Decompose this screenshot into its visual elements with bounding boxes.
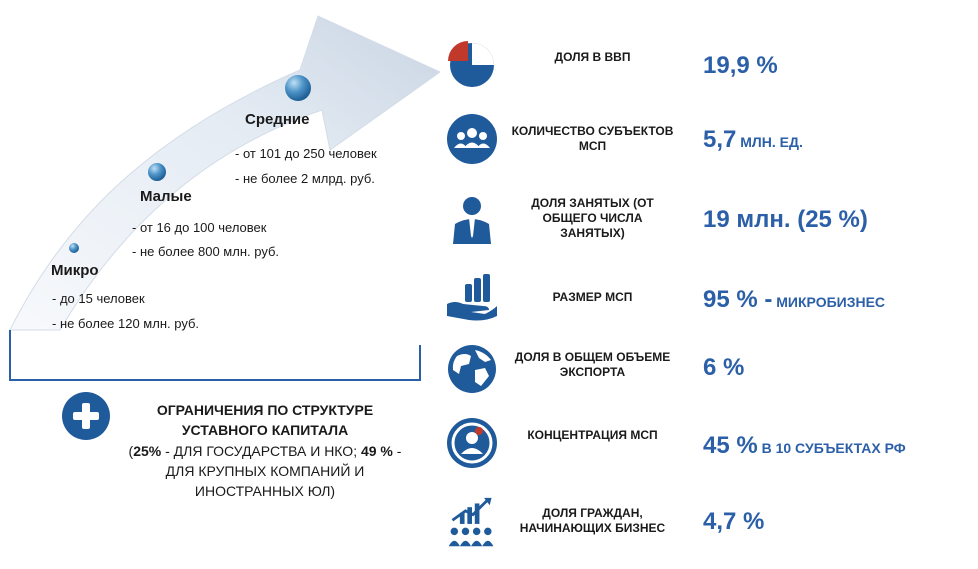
stat-row-entities-count xyxy=(0,110,978,170)
capital-title: ОГРАНИЧЕНИЯ ПО СТРУКТУРЕ УСТАВНОГО КАПИТАЛА xyxy=(156,402,374,438)
category-small-line-1: - от 16 до 100 человек xyxy=(132,220,267,235)
category-medium-line-2: - не более 2 млрд. руб. xyxy=(235,171,375,186)
employee-icon xyxy=(445,192,499,246)
stat-label-sme-size: РАЗМЕР МСП xyxy=(552,290,633,304)
value-main: 19,9 % xyxy=(703,52,778,79)
growth-people-icon xyxy=(445,496,499,550)
value-suffix: МЛН. ЕД. xyxy=(736,134,803,150)
value-main: 4,7 % xyxy=(703,508,765,535)
user-circle-icon xyxy=(445,416,499,470)
globe-icon xyxy=(445,342,499,396)
stat-row-employment-share xyxy=(0,190,978,250)
category-medium-title: Средние xyxy=(245,111,310,128)
stat-value-export-share xyxy=(703,354,744,382)
stat-value-concentration xyxy=(703,432,906,460)
pie-chart-icon xyxy=(445,38,499,92)
coins-hand-icon xyxy=(445,270,499,324)
category-medium-line-1: - от 101 до 250 человек xyxy=(235,146,377,161)
people-group-icon xyxy=(445,112,499,166)
category-small-line-2: - не более 800 млн. руб. xyxy=(132,244,280,259)
stat-label-entities-count: КОЛИЧЕСТВО СУБЪЕКТОВ МСП xyxy=(511,124,674,153)
category-micro-title: Микро xyxy=(51,262,99,279)
capital-large-percent: 49 % xyxy=(360,443,393,459)
value-suffix: МИКРОБИЗНЕС xyxy=(772,294,886,310)
value-suffix: В 10 СУБЪЕКТАХ РФ xyxy=(757,440,906,456)
capital-open-paren: ( xyxy=(128,443,134,459)
category-small-title: Малые xyxy=(140,188,192,205)
stat-label-employment-share: ДОЛЯ ЗАНЯТЫХ (ОТ ОБЩЕГО ЧИСЛА ЗАНЯТЫХ) xyxy=(531,196,654,240)
stat-row-concentration xyxy=(0,414,978,474)
stat-value-sme-size xyxy=(703,286,885,314)
stat-row-starting-business xyxy=(0,494,978,554)
stat-value-gdp-share xyxy=(703,52,778,80)
value-main: 45 % xyxy=(703,432,758,459)
stat-label-starting-business: ДОЛЯ ГРАЖДАН, НАЧИНАЮЩИХ БИЗНЕС xyxy=(519,506,666,535)
category-micro-line-2: - не более 120 млн. руб. xyxy=(52,316,200,331)
stat-row-gdp-share xyxy=(0,36,978,96)
capital-large-text: - ДЛЯ КРУПНЫХ КОМПАНИЙ И ИНОСТРАННЫХ ЮЛ) xyxy=(165,443,402,499)
value-main: 95 % - xyxy=(703,286,773,313)
stat-value-entities-count xyxy=(703,126,803,154)
value-main: 19 млн. (25 %) xyxy=(703,206,868,233)
stat-label-export-share: ДОЛЯ В ОБЩЕМ ОБЪЕМЕ ЭКСПОРТА xyxy=(514,350,671,379)
capital-state-text: - ДЛЯ ГОСУДАРСТВА И НКО; xyxy=(161,443,361,459)
stat-label-concentration: КОНЦЕНТРАЦИЯ МСП xyxy=(527,428,658,442)
category-micro-line-1: - до 15 человек xyxy=(52,291,145,306)
capital-state-percent: 25% xyxy=(133,443,162,459)
stat-value-starting-business xyxy=(703,508,764,536)
stat-label-gdp-share: ДОЛЯ В ВВП xyxy=(554,50,631,64)
value-main: 6 % xyxy=(703,354,745,381)
stat-row-sme-size xyxy=(0,268,978,328)
stat-row-export-share xyxy=(0,340,978,400)
stat-value-employment-share xyxy=(703,206,868,234)
value-main: 5,7 xyxy=(703,126,737,153)
